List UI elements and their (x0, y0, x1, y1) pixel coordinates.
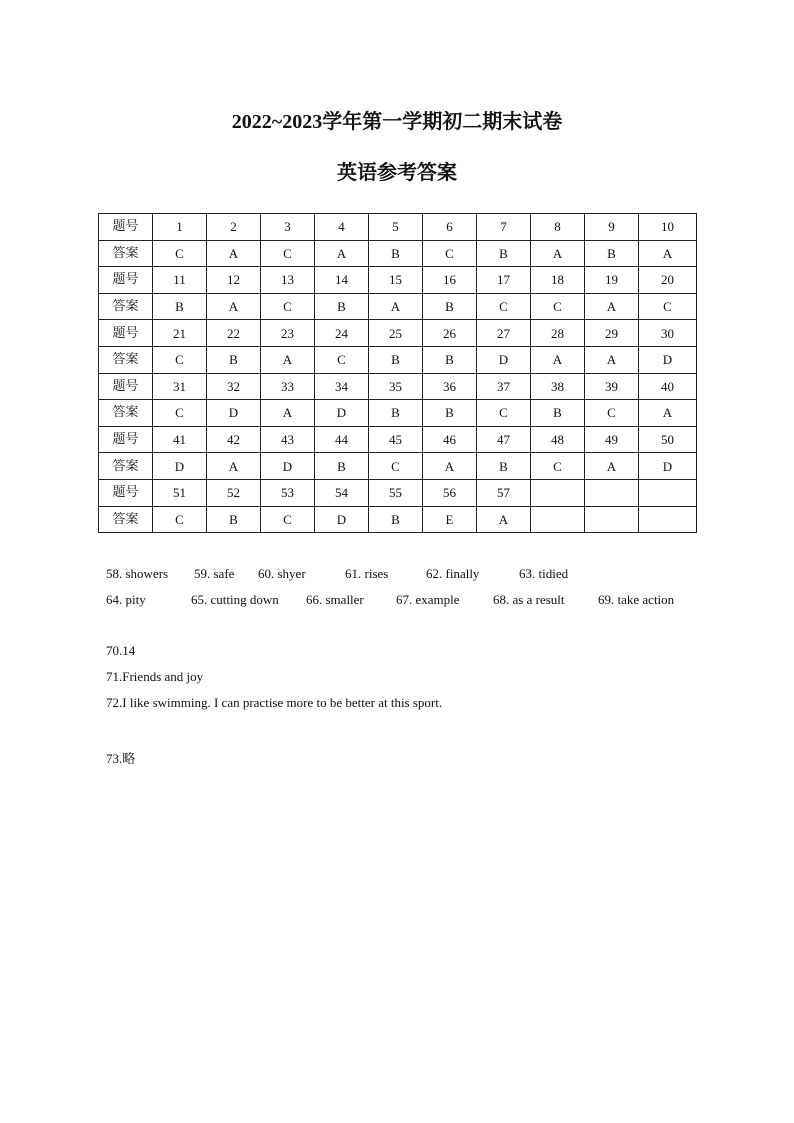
table-cell: 20 (639, 267, 697, 294)
table-cell: 9 (585, 214, 639, 241)
table-cell: 54 (315, 479, 369, 506)
table-cell: A (639, 400, 697, 427)
table-cell: B (585, 240, 639, 267)
table-cell: 56 (423, 479, 477, 506)
table-cell: C (153, 346, 207, 373)
fill-in-answer: 60. shyer (258, 566, 306, 581)
table-cell (531, 506, 585, 533)
table-cell: 43 (261, 426, 315, 453)
table-cell: E (423, 506, 477, 533)
table-cell: 52 (207, 479, 261, 506)
fill-in-answer: 59. safe (194, 566, 235, 581)
table-cell: B (423, 293, 477, 320)
table-cell: 53 (261, 479, 315, 506)
table-cell: A (261, 346, 315, 373)
table-cell: A (369, 293, 423, 320)
row-label: 题号 (99, 267, 153, 294)
table-cell: C (477, 400, 531, 427)
table-cell: 41 (153, 426, 207, 453)
table-cell: 27 (477, 320, 531, 347)
table-cell: D (315, 506, 369, 533)
answer-table-row (99, 453, 697, 480)
table-cell: D (477, 346, 531, 373)
table-cell: 48 (531, 426, 585, 453)
table-cell: 13 (261, 267, 315, 294)
table-cell: B (477, 240, 531, 267)
row-label: 答案 (99, 506, 153, 533)
table-cell: C (315, 346, 369, 373)
table-cell: 35 (369, 373, 423, 400)
table-cell: A (585, 346, 639, 373)
table-cell: 37 (477, 373, 531, 400)
table-cell: 42 (207, 426, 261, 453)
answer-72: 72.I like swimming. I can practise more to be better at this sport. (106, 695, 443, 710)
answer-table (98, 213, 697, 533)
table-cell: 6 (423, 214, 477, 241)
table-cell: 2 (207, 214, 261, 241)
table-cell: C (261, 293, 315, 320)
row-label: 答案 (99, 400, 153, 427)
table-cell: 12 (207, 267, 261, 294)
table-cell: 24 (315, 320, 369, 347)
answer-73: 73.略 (106, 751, 136, 766)
row-label: 答案 (99, 453, 153, 480)
answer-71: 71.Friends and joy (106, 669, 204, 684)
table-cell: 14 (315, 267, 369, 294)
answer-70: 70.14 (106, 643, 136, 658)
table-cell: A (477, 506, 531, 533)
table-cell: 31 (153, 373, 207, 400)
table-cell: 46 (423, 426, 477, 453)
table-cell: 5 (369, 214, 423, 241)
fill-in-answer: 67. example (396, 592, 460, 607)
row-label: 题号 (99, 479, 153, 506)
table-cell (585, 479, 639, 506)
table-cell: A (315, 240, 369, 267)
table-cell: C (585, 400, 639, 427)
fill-in-answer: 64. pity (106, 592, 146, 607)
table-cell: A (531, 346, 585, 373)
table-cell: D (207, 400, 261, 427)
table-cell: D (639, 346, 697, 373)
row-label: 题号 (99, 373, 153, 400)
answer-table-row (99, 346, 697, 373)
table-cell: 34 (315, 373, 369, 400)
table-cell: 33 (261, 373, 315, 400)
table-cell: 47 (477, 426, 531, 453)
fill-in-answer: 62. finally (426, 566, 480, 581)
table-cell: 29 (585, 320, 639, 347)
table-cell: A (261, 400, 315, 427)
table-cell: 32 (207, 373, 261, 400)
table-cell: D (261, 453, 315, 480)
table-cell: 38 (531, 373, 585, 400)
table-cell: 17 (477, 267, 531, 294)
table-cell: 3 (261, 214, 315, 241)
table-cell: 18 (531, 267, 585, 294)
fill-in-answer: 68. as a result (493, 592, 565, 607)
table-cell: 21 (153, 320, 207, 347)
table-cell: A (585, 293, 639, 320)
table-cell: B (315, 293, 369, 320)
table-cell: B (423, 400, 477, 427)
table-cell: B (369, 346, 423, 373)
row-label: 答案 (99, 293, 153, 320)
table-cell (531, 479, 585, 506)
table-cell (639, 506, 697, 533)
table-cell: 15 (369, 267, 423, 294)
table-cell: 49 (585, 426, 639, 453)
table-cell: 16 (423, 267, 477, 294)
table-cell: A (531, 240, 585, 267)
page-subtitle: 英语参考答案 (337, 162, 457, 184)
table-cell: A (423, 453, 477, 480)
table-cell: B (531, 400, 585, 427)
answer-table-row (99, 267, 697, 294)
table-cell: B (369, 506, 423, 533)
fill-in-answer: 69. take action (598, 592, 675, 607)
table-cell: 36 (423, 373, 477, 400)
table-cell: C (477, 293, 531, 320)
table-cell: 25 (369, 320, 423, 347)
row-label: 题号 (99, 320, 153, 347)
table-cell: B (477, 453, 531, 480)
table-cell: 51 (153, 479, 207, 506)
answer-table-row (99, 320, 697, 347)
table-cell: 45 (369, 426, 423, 453)
answer-table-row (99, 293, 697, 320)
table-cell: B (369, 400, 423, 427)
table-cell (639, 479, 697, 506)
table-cell: D (315, 400, 369, 427)
table-cell: C (261, 240, 315, 267)
table-cell: A (207, 240, 261, 267)
table-cell: 7 (477, 214, 531, 241)
table-cell: C (369, 453, 423, 480)
page-title: 2022~2023学年第一学期初二期末试卷 (231, 111, 563, 133)
row-label: 答案 (99, 346, 153, 373)
table-cell: 55 (369, 479, 423, 506)
fill-in-answer: 63. tidied (519, 566, 569, 581)
table-cell: 40 (639, 373, 697, 400)
table-cell: C (639, 293, 697, 320)
table-cell: C (531, 453, 585, 480)
table-cell: C (423, 240, 477, 267)
table-cell: 19 (585, 267, 639, 294)
table-cell: A (639, 240, 697, 267)
table-cell: 39 (585, 373, 639, 400)
table-cell: C (531, 293, 585, 320)
answer-table-row (99, 214, 697, 241)
table-cell: 4 (315, 214, 369, 241)
fill-in-answer: 58. showers (106, 566, 169, 581)
answer-table-row (99, 506, 697, 533)
table-cell: C (153, 506, 207, 533)
fill-in-answer: 61. rises (345, 566, 389, 581)
table-cell: 11 (153, 267, 207, 294)
table-cell: 8 (531, 214, 585, 241)
table-cell: B (369, 240, 423, 267)
table-cell: D (153, 453, 207, 480)
answer-table-row (99, 240, 697, 267)
table-cell: C (153, 240, 207, 267)
answer-table-row (99, 400, 697, 427)
table-cell: 30 (639, 320, 697, 347)
fill-in-answer: 65. cutting down (191, 592, 279, 607)
fill-in-answer: 66. smaller (306, 592, 364, 607)
answer-table-row (99, 373, 697, 400)
table-cell: D (639, 453, 697, 480)
table-cell: 44 (315, 426, 369, 453)
table-cell: 23 (261, 320, 315, 347)
table-cell: C (261, 506, 315, 533)
table-cell: 28 (531, 320, 585, 347)
table-cell: 22 (207, 320, 261, 347)
row-label: 题号 (99, 214, 153, 241)
table-cell: B (423, 346, 477, 373)
answer-table-row (99, 426, 697, 453)
table-cell: C (153, 400, 207, 427)
table-cell: A (585, 453, 639, 480)
table-cell: B (207, 506, 261, 533)
table-cell: 1 (153, 214, 207, 241)
table-cell: B (207, 346, 261, 373)
row-label: 题号 (99, 426, 153, 453)
table-cell: A (207, 293, 261, 320)
table-cell: 10 (639, 214, 697, 241)
row-label: 答案 (99, 240, 153, 267)
table-cell: 57 (477, 479, 531, 506)
table-cell: 50 (639, 426, 697, 453)
table-cell: B (315, 453, 369, 480)
table-cell: A (207, 453, 261, 480)
table-cell (585, 506, 639, 533)
table-cell: B (153, 293, 207, 320)
table-cell: 26 (423, 320, 477, 347)
answer-table-row (99, 479, 697, 506)
